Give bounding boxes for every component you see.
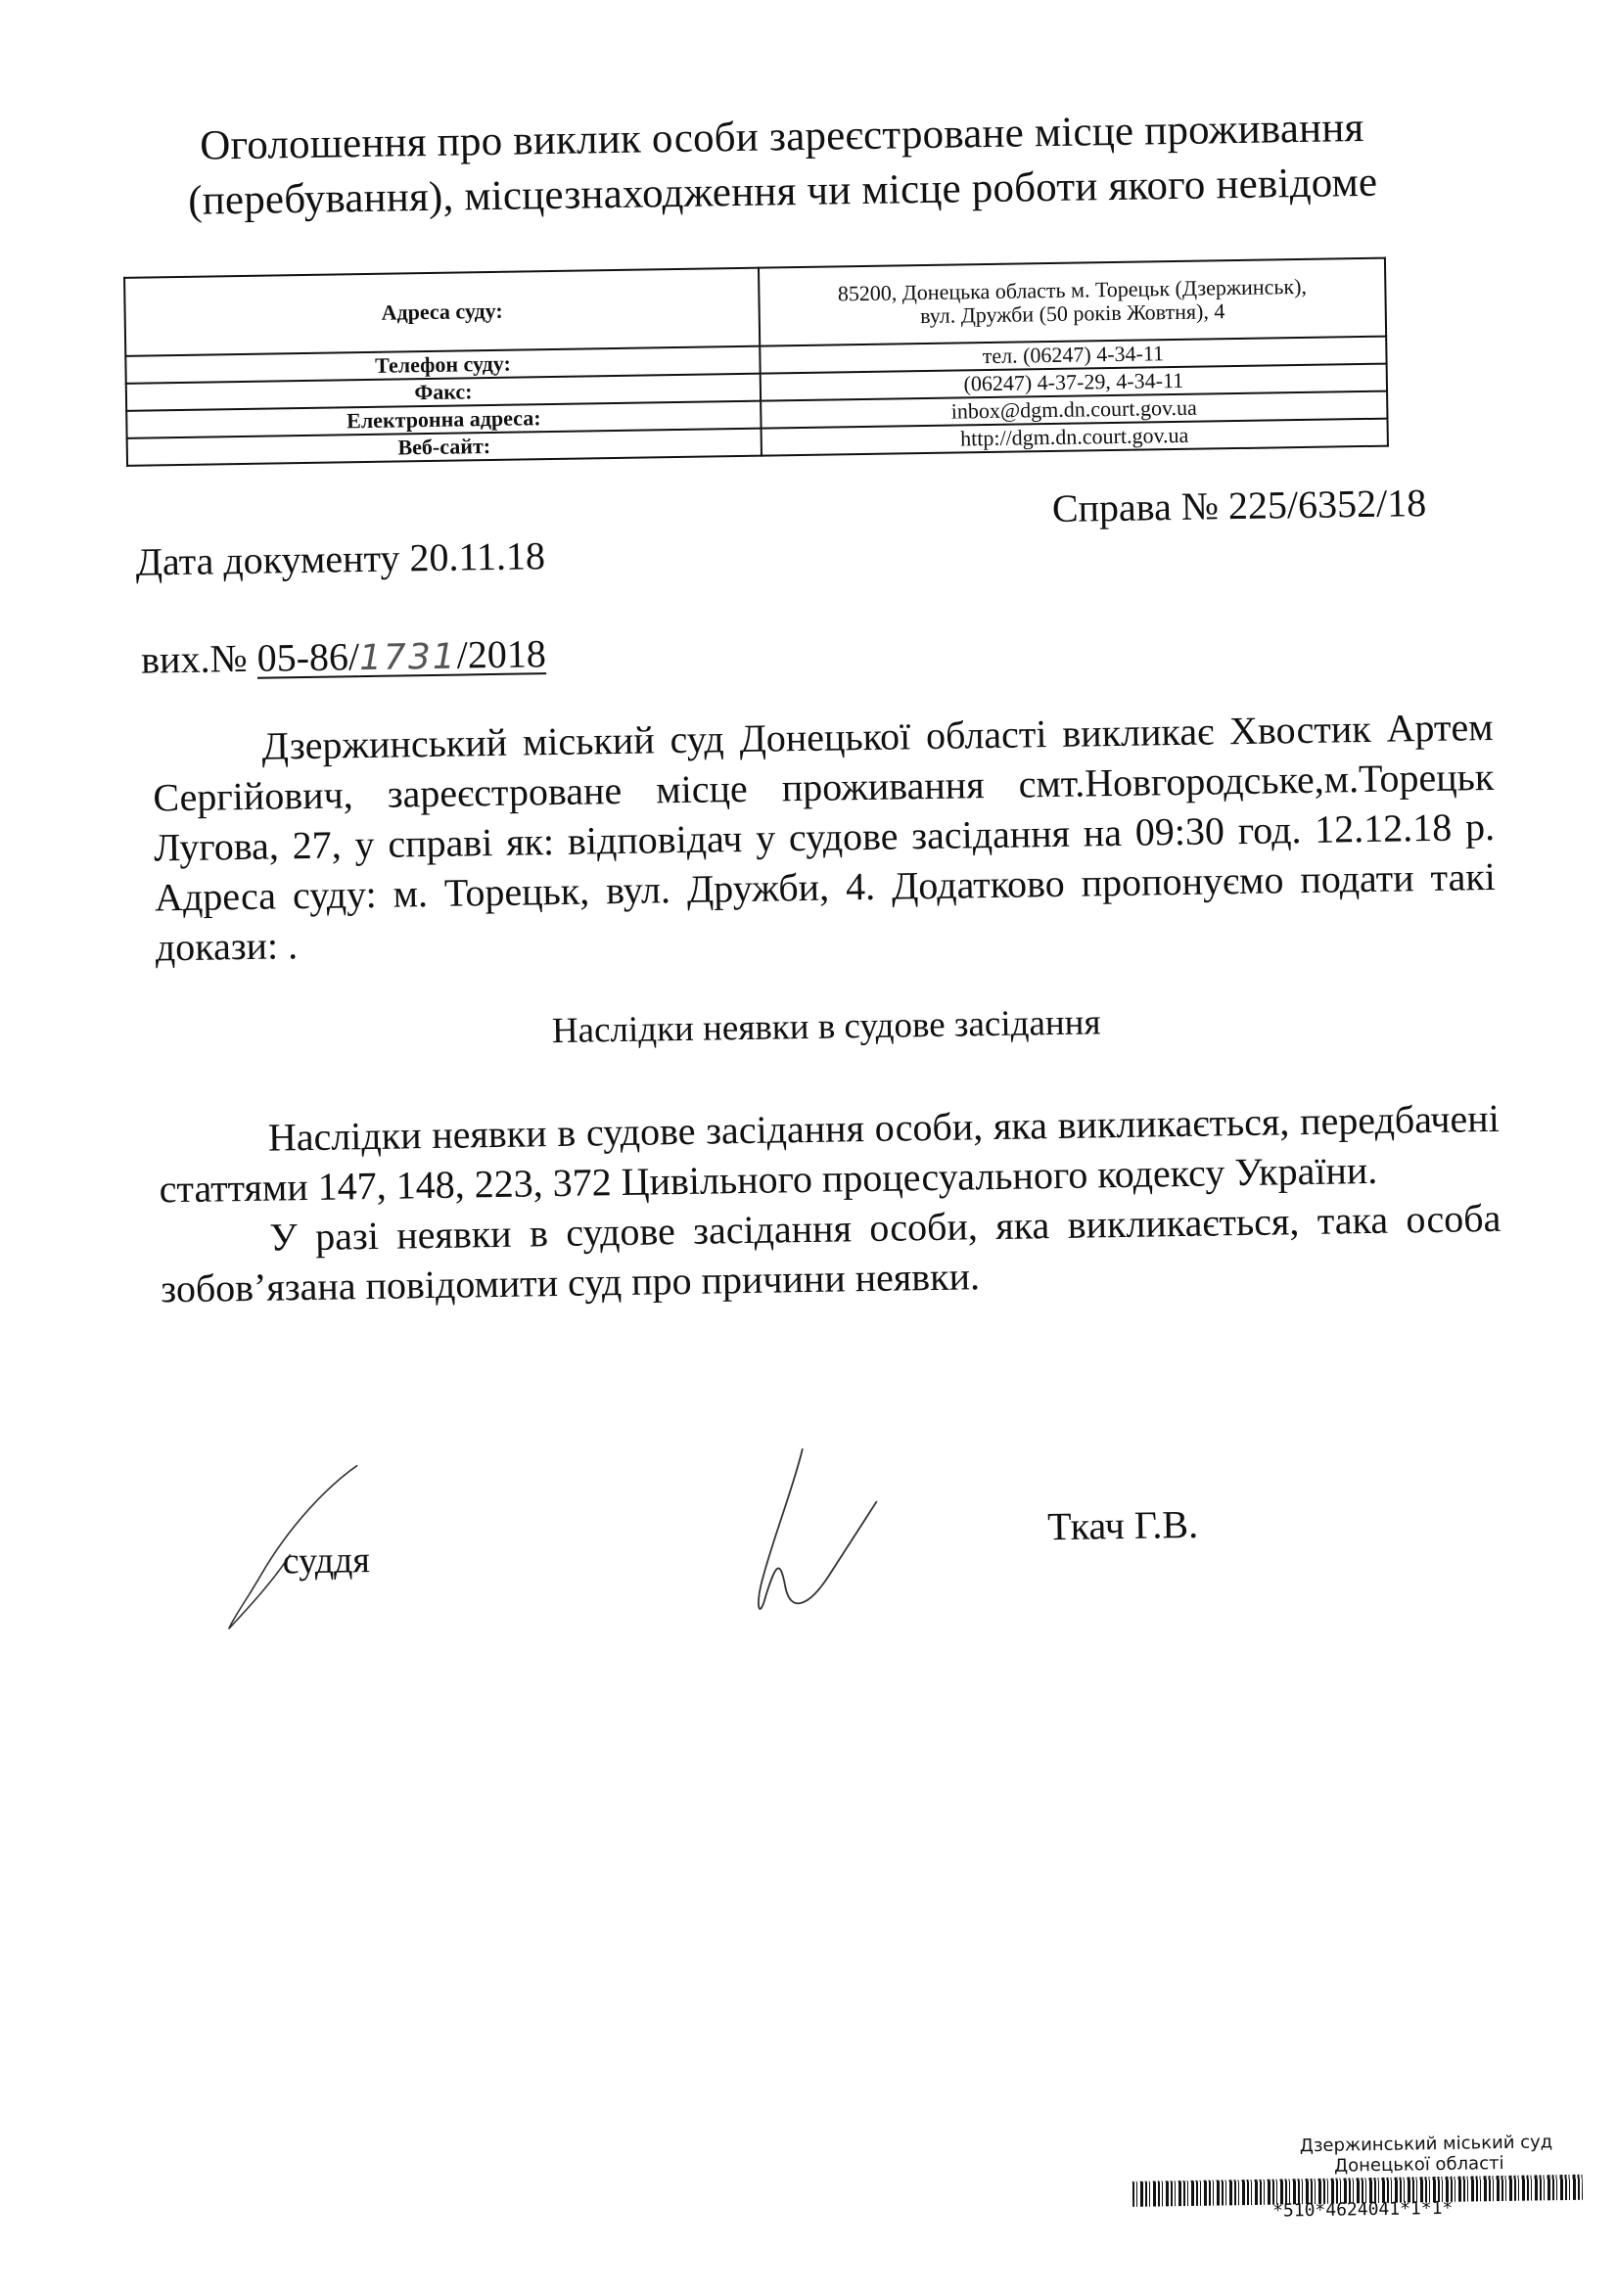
barcode-code: *510*4624041*1*1* (1271, 2197, 1454, 2222)
outgoing-number-end: /2018 (456, 631, 547, 677)
phone-label: Телефон суду: (125, 346, 760, 384)
summons-paragraph: Дзержинський міський суд Донецької області викликає Хвостик Артем Сергійович, зареєстроване місце проживання смт.Новгородське,м.Торецьк Лугова, 27, у справі як: відповідач у судове засідання на 09:30 год. 12.12.18 р. Адреса суду: м. Торецьк, вул. Дружби, 4. Додатково пропонуємо подати такі докази: . (153, 704, 1497, 970)
address-value-line-1: 85200, Донецька область м. Торецьк (Дзержинськ), (837, 273, 1308, 306)
judge-signature (710, 1438, 889, 1636)
address-label: Адреса суду: (124, 268, 760, 356)
title-line-1: Оголошення про виклик особи зареєстроване місце проживання (199, 104, 1364, 169)
email-label: Електронна адреса: (126, 401, 761, 438)
document-title (151, 100, 1415, 229)
outgoing-number (141, 630, 546, 682)
outgoing-number-start: 05-86/ (256, 634, 360, 680)
document-date: Дата документу 20.11.18 (135, 533, 546, 584)
registration-stamp (1132, 2132, 1593, 2224)
outgoing-prefix: вих.№ (140, 635, 248, 682)
case-number: Справа № 225/6352/18 (1051, 481, 1427, 531)
consequences-heading: Наслідки неявки в судове засідання (551, 1002, 1101, 1052)
court-info-table (123, 257, 1389, 467)
email-value: inbox@dgm.dn.court.gov.ua (761, 391, 1387, 429)
fax-label: Факс: (126, 374, 761, 411)
phone-value: тел. (06247) 4-34-11 (760, 337, 1386, 374)
summons-body (152, 702, 1497, 972)
judge-name: Ткач Г.В. (1046, 1501, 1199, 1549)
stamp-court-name: Дзержинський міський суд (1299, 2132, 1553, 2157)
outgoing-handwritten-number: 1731 (358, 636, 458, 679)
stamp-region: Донецької області (1333, 2152, 1504, 2177)
address-value-line-2: вул. Дружби (50 років Жовтня), 4 (919, 298, 1225, 329)
obligation-paragraph: У разі неявки в судове засідання особи, яка викликається, така особа зобов’язана повідомити суд про причини неявки. (160, 1195, 1502, 1311)
title-line-2: (перебування), місцезнаходження чи місце роботи якого невідоме (187, 159, 1378, 224)
judge-label: суддя (282, 1539, 371, 1583)
address-value (759, 258, 1386, 346)
outgoing-number-value (256, 631, 546, 680)
consequences-body (158, 1093, 1502, 1313)
fax-value: (06247) 4-37-29, 4-34-11 (761, 364, 1387, 401)
website-label: Веб-сайт: (127, 429, 762, 466)
website-value: http://dgm.dn.court.gov.ua (762, 419, 1388, 456)
consequences-paragraph: Наслідки неявки в судове засідання особи, яка викликається, передбачені статтями 147, 148, 223, 372 Цивільного процесуального кодексу України. (159, 1095, 1501, 1212)
